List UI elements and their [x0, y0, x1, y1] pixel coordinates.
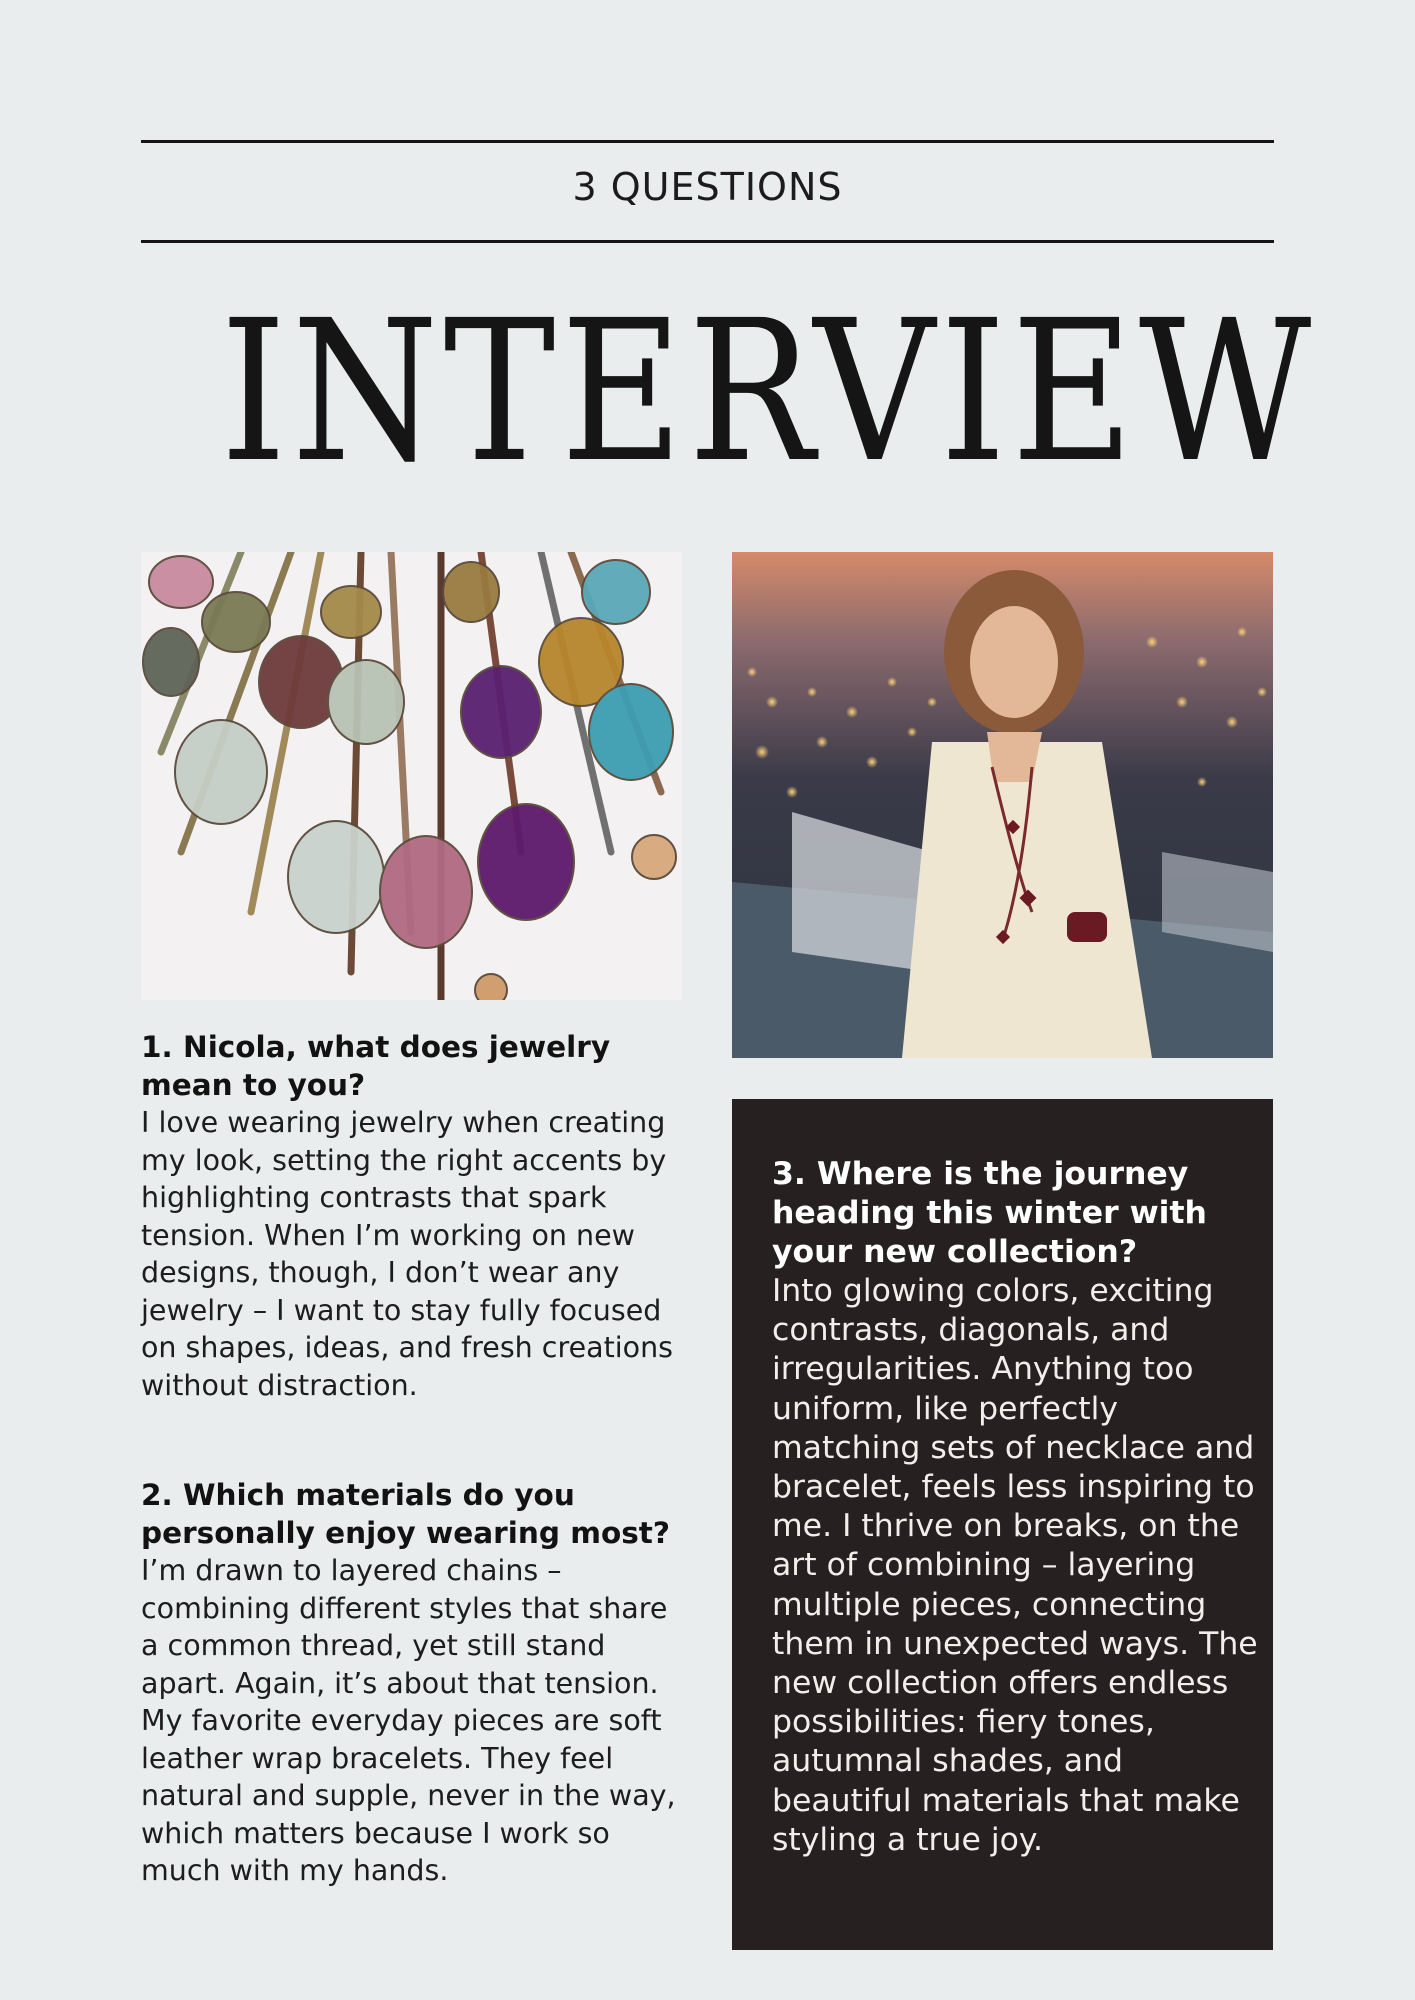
question-3-answer: Into glowing colors, exciting contrasts, diagonals, and irregularities. Anything too uniform, like perfectly matching sets of necklace and bracelet, feels less inspiring to me. I thrive on breaks, on the art of combining – layering multiple pieces, connecting them in unexpected ways. The new collection offers endless possibilities: fiery tones, autumnal shades, and beautiful materials that make styling a true joy.	[772, 1273, 1258, 1858]
question-1-answer: I love wearing jewelry when creating my look, setting the right accents by highlighting contrasts that spark tension. When I’m working on new designs, though, I don’t wear any jewelry – I want to stay fully focused on shapes, ideas, and fresh creations without distraction.	[141, 1106, 674, 1402]
woman-rooftop-portrait-photo	[732, 552, 1273, 1058]
question-3-block	[772, 1155, 1262, 1860]
page-title: INTERVIEW	[220, 278, 1317, 505]
section-kicker: 3 QUESTIONS	[572, 165, 843, 209]
question-2-answer: I’m drawn to layered chains – combining different styles that share a common thread, yet still stand apart. Again, it’s about that tension. My favorite everyday pieces are soft leather wrap bracelets. They feel natural and supple, never in the way, which matters because I work so much with my hands.	[141, 1554, 676, 1887]
question-2-heading: 2. Which materials do you personally enjoy wearing most?	[141, 1478, 671, 1550]
question-1-heading: 1. Nicola, what does jewelry mean to you?	[141, 1030, 611, 1102]
jewelry-beads-photo	[141, 552, 682, 1000]
question-3-heading: 3. Where is the journey heading this winter with your new collection?	[772, 1156, 1207, 1270]
top-rule	[141, 140, 1274, 143]
question-2-block	[141, 1477, 686, 1890]
question-1-block	[141, 1029, 686, 1404]
bottom-rule	[141, 240, 1274, 243]
